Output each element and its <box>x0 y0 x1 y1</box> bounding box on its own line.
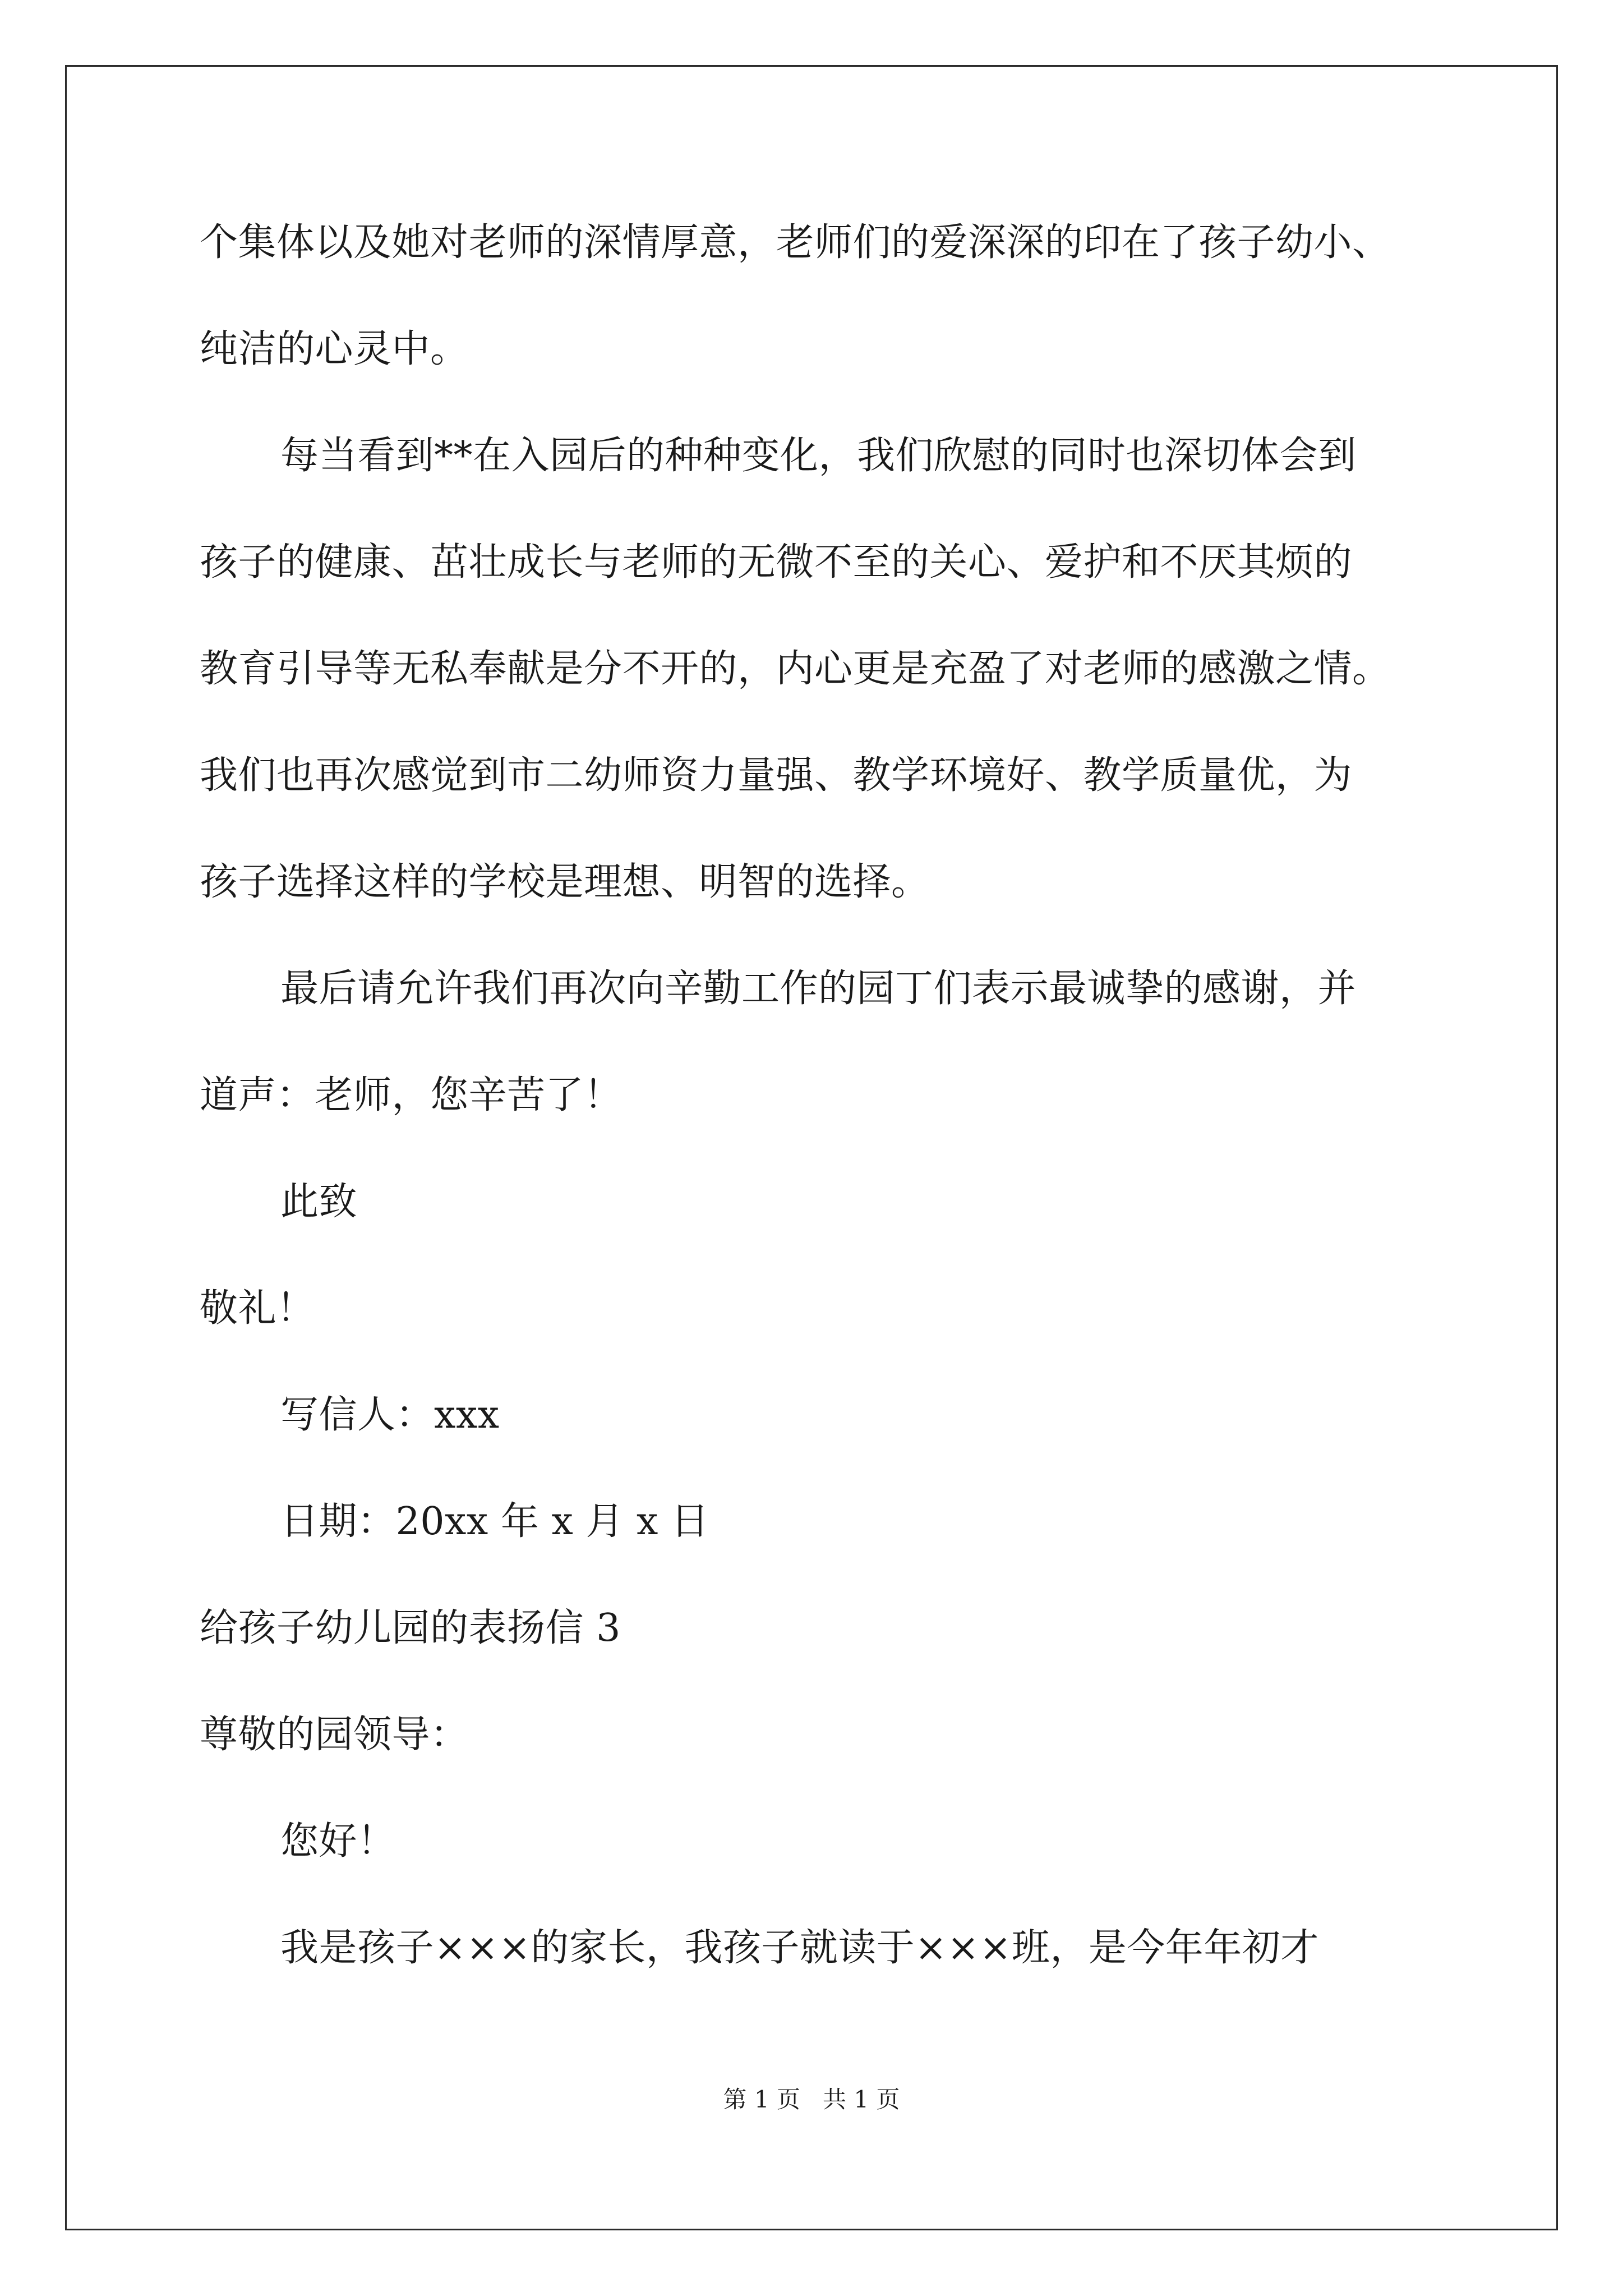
signature-writer: 写信人：xxx <box>280 1393 500 1437</box>
page-footer: 第 1 页 共 1 页 <box>723 2086 900 2113</box>
section-title: 给孩子幼儿园的表扬信 3 <box>200 1606 621 1650</box>
body-line-8: 最后请允许我们再次向辛勤工作的园丁们表示最诚挚的感谢，并 <box>280 967 1357 1011</box>
body-line-3: 每当看到**在入园后的种种变化，我们欣慰的同时也深切体会到 <box>280 434 1357 478</box>
body-line-5: 教育引导等无私奉献是分不开的，内心更是充盈了对老师的感激之情。 <box>200 647 1391 691</box>
body-line-9: 道声：老师，您辛苦了！ <box>200 1073 623 1117</box>
body-line-17: 我是孩子×××的家长，我孩子就读于×××班，是今年年初才 <box>280 1926 1319 1970</box>
body-line-6: 我们也再次感觉到市二幼师资力量强、教学环境好、教学质量优，为 <box>200 753 1353 798</box>
letter-greeting: 尊敬的园领导： <box>200 1713 469 1757</box>
signature-date: 日期：20xx 年 x 月 x 日 <box>280 1499 709 1544</box>
body-line-2: 纯洁的心灵中。 <box>200 327 469 371</box>
body-line-4: 孩子的健康、茁壮成长与老师的无微不至的关心、爱护和不厌其烦的 <box>200 540 1353 585</box>
page-border <box>65 65 1558 2230</box>
letter-hello: 您好！ <box>280 1819 396 1864</box>
closing-salutation: 此致 <box>280 1180 358 1224</box>
body-line-1: 个集体以及她对老师的深情厚意，老师们的爱深深的印在了孩子幼小、 <box>200 220 1391 265</box>
closing-regards: 敬礼！ <box>200 1286 315 1331</box>
body-line-7: 孩子选择这样的学校是理想、明智的选择。 <box>200 860 930 904</box>
